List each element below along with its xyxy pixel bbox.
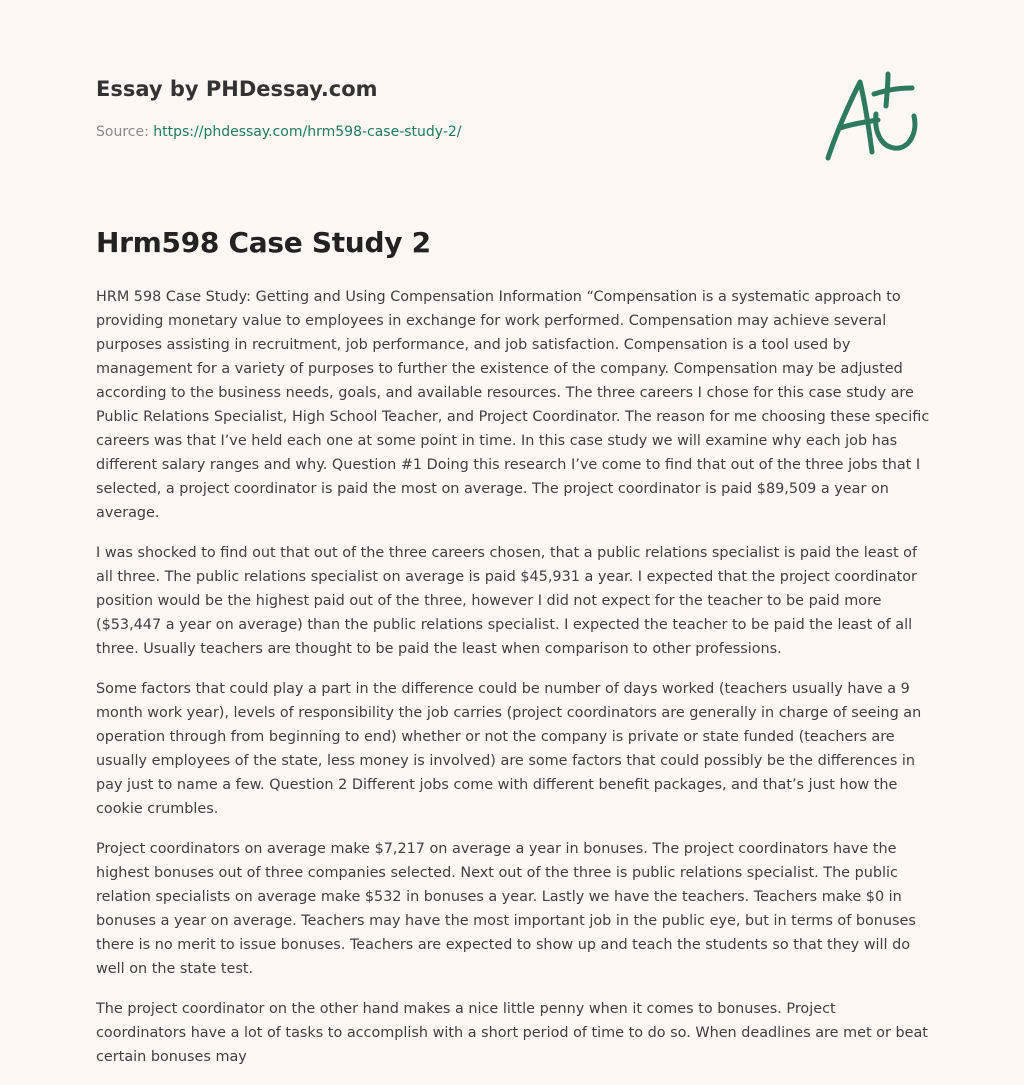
essay-paragraph: Some factors that could play a part in the difference could be number of days worked (teachers usually have a 9 month work year), levels of responsibility the job carries (project coordinators are generally in charge of seeing an operation through from beginning to end) whether or not the company is private or state funded (teachers are usually employees of the state, less money is involved) are some factors that could possibly be the differences in pay just to name a few. Question 2 Different jobs come with different benefit packages, and that’s just how the cookie crumbles. (96, 681, 922, 817)
site-brand: Essay by PHDessay.com (96, 77, 378, 101)
essay-paragraph: Project coordinators on average make $7,217 on average a year in bonuses. The project coordinators have the highest bonuses out of three companies selected. Next out of the three is public relations specialist. The public relation specialists on average make $532 in bonuses a year. Lastly we have the teachers. Teachers make $0 in bonuses a year on average. Teachers may have the most important job in the public eye, but in terms of bonuses there is no merit to issue bonuses. Teachers are expected to show up and teach the students so that they will do well on the state test. (96, 841, 916, 977)
essay-body (96, 285, 930, 1085)
essay-paragraph: HRM 598 Case Study: Getting and Using Compensation Information “Compensation is a systematic approach to providing monetary value to employees in exchange for work performed. Compensation may achieve several purposes assisting in recruitment, job performance, and job satisfaction. Compensation is a tool used by management for a variety of purposes to further the existence of the company. Compensation may be adjusted according to the business needs, goals, and available resources. The three careers I chose for this case study are Public Relations Specialist, High School Teacher, and Project Coordinator. The reason for me choosing these specific careers was that I’ve held each one at some point in time. In this case study we will examine why each job has different salary ranges and why. Question #1 Doing this research I’ve come to find that out of the three jobs that I selected, a project coordinator is paid the most on average. The project coordinator is paid $89,509 a year on average. (96, 289, 930, 521)
source-label: Source: (96, 124, 154, 140)
source-line (96, 124, 462, 140)
a-plus-logo-icon (822, 68, 928, 166)
source-link[interactable]: https://phdessay.com/hrm598-case-study-2/ (153, 124, 462, 140)
essay-title: Hrm598 Case Study 2 (96, 226, 431, 259)
essay-paragraph: I was shocked to find out that out of the three careers chosen, that a public relations specialist is paid the least of all three. The public relations specialist on average is paid $45,931 a year. I expected that the project coordinator position would be the highest paid out of the three, however I did not expect for the teacher to be paid more ($53,447 a year on average) than the public relations specialist. I expected the teacher to be paid the least of all three. Usually teachers are thought to be paid the least when comparison to other professions. (96, 545, 918, 657)
essay-paragraph: The project coordinator on the other hand makes a nice little penny when it comes to bonuses. Project coordinators have a lot of tasks to accomplish with a short period of time to do so. When deadlines are met or beat certain bonuses may (96, 1001, 928, 1065)
